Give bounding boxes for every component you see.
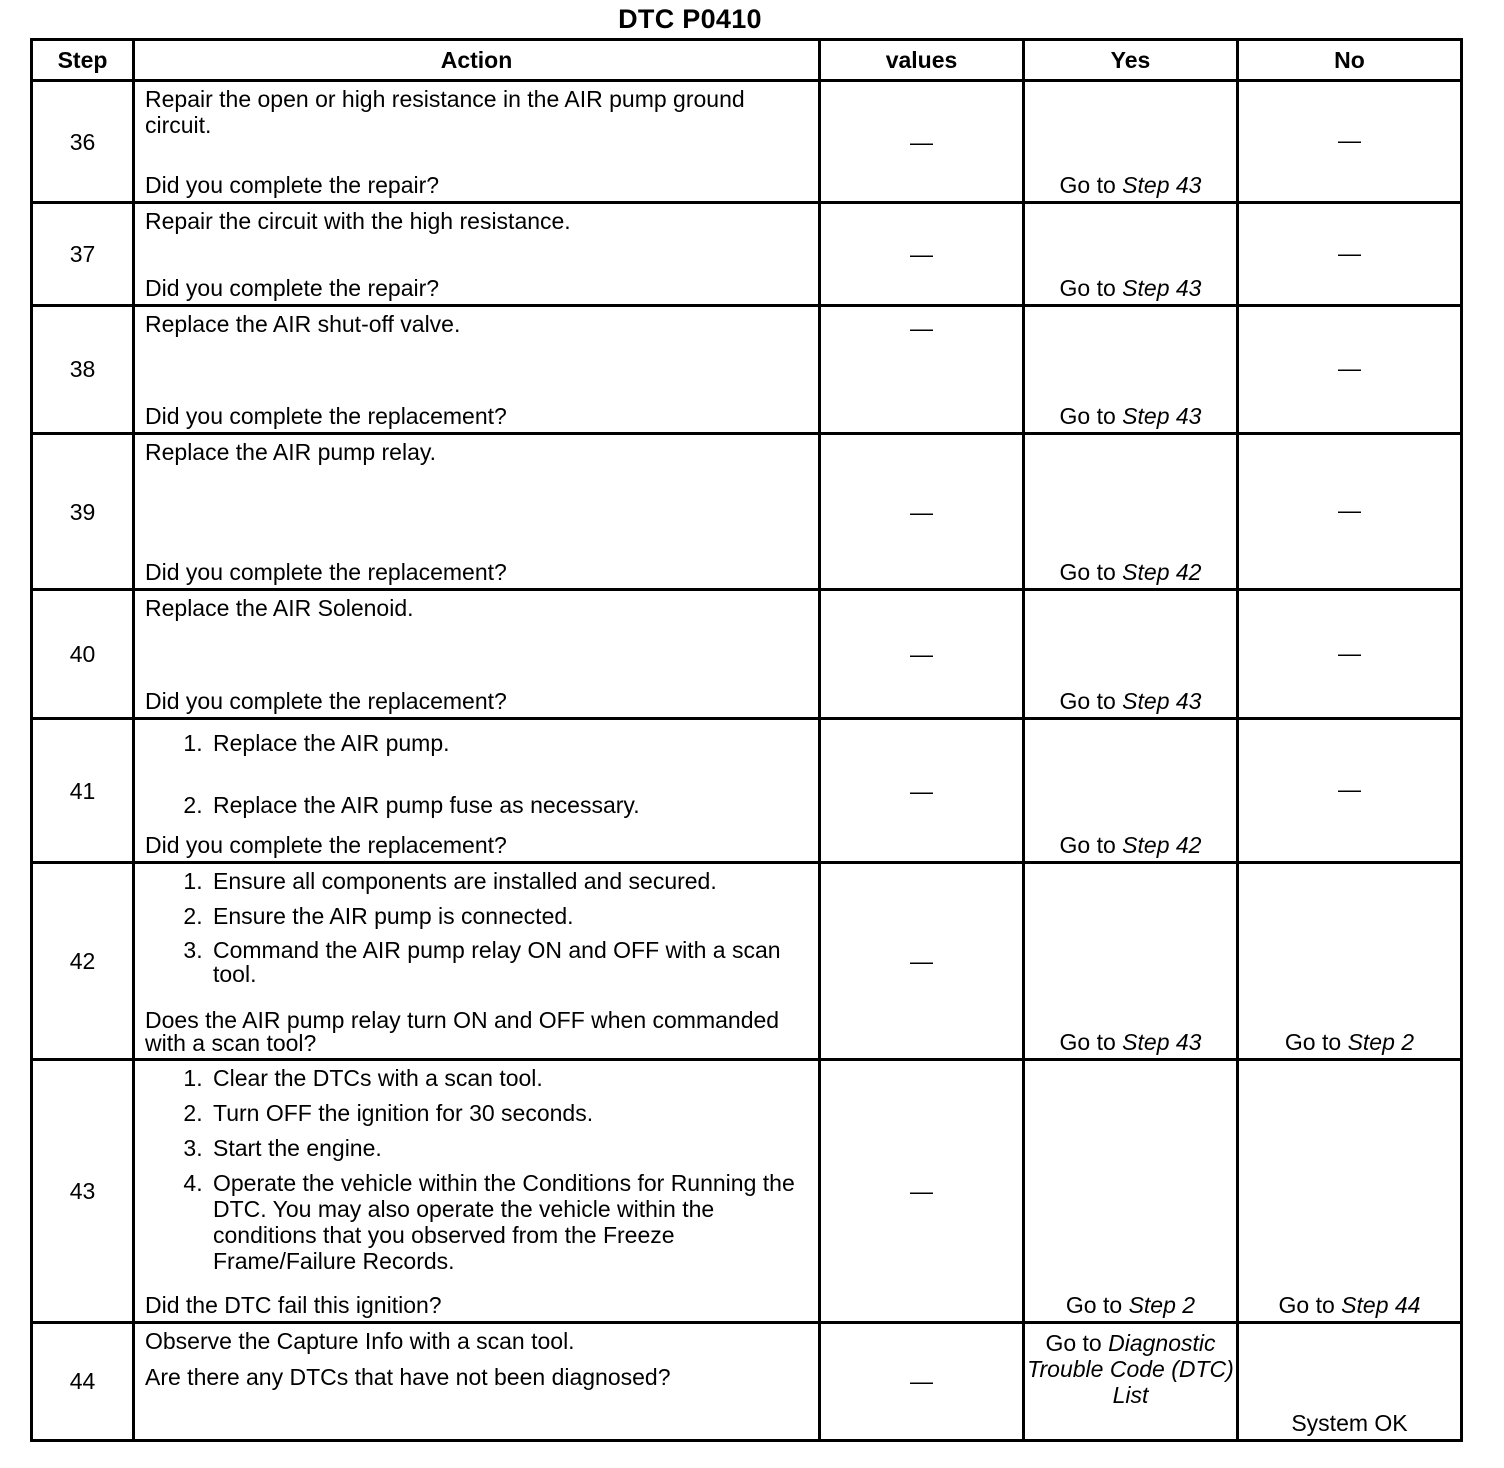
- yes-step-link[interactable]: Step 2: [1128, 1291, 1196, 1318]
- yes-prefix: Go to: [1045, 1329, 1109, 1356]
- table-row: [32, 863, 1462, 1060]
- no-cell: —: [1238, 305, 1462, 433]
- yes-step-link[interactable]: Step 43: [1122, 172, 1202, 199]
- action-cell: [134, 590, 820, 718]
- value-cell: —: [820, 863, 1024, 1060]
- question-text: Does the AIR pump relay turn ON and OFF when commanded with a scan tool?: [145, 1006, 780, 1056]
- action-text: Replace the AIR Solenoid.: [145, 595, 414, 622]
- header-values: values: [820, 40, 1024, 81]
- no-cell: —: [1238, 718, 1462, 862]
- action-list: [145, 730, 810, 818]
- list-item: 1. Clear the DTCs with a scan tool.: [209, 1065, 810, 1091]
- yes-prefix: Go to: [1059, 832, 1123, 859]
- table-row: [32, 590, 1462, 718]
- action-cell: [134, 203, 820, 305]
- list-item: 4. Operate the vehicle within the Conditions for Running the DTC. You may also operate the vehicle within the conditions that you observed from the Freeze Frame/Failure Records.: [209, 1170, 810, 1274]
- step-number: 39: [32, 434, 134, 590]
- yes-cell: [1024, 81, 1238, 203]
- step-number: 37: [32, 203, 134, 305]
- header-step: Step: [32, 40, 134, 81]
- yes-step-link[interactable]: Step 42: [1122, 832, 1202, 859]
- step-number: 41: [32, 718, 134, 862]
- step-number: 42: [32, 863, 134, 1060]
- no-cell: —: [1238, 590, 1462, 718]
- yes-prefix: Go to: [1065, 1291, 1129, 1318]
- value-cell: —: [820, 305, 1024, 433]
- no-cell: System OK: [1238, 1322, 1462, 1440]
- value-cell: —: [820, 718, 1024, 862]
- table-row: [32, 718, 1462, 862]
- list-item: 3. Start the engine.: [209, 1135, 810, 1161]
- header-no: No: [1238, 40, 1462, 81]
- yes-prefix: Go to: [1059, 1028, 1123, 1055]
- question-text: Did you complete the replacement?: [145, 559, 507, 586]
- action-cell: [134, 863, 820, 1060]
- step-number: 36: [32, 81, 134, 203]
- no-cell: [1238, 1059, 1462, 1322]
- yes-step-link[interactable]: Step 42: [1122, 559, 1202, 586]
- yes-cell: [1024, 305, 1238, 433]
- step-number: 38: [32, 305, 134, 433]
- yes-step-link[interactable]: Step 43: [1122, 403, 1202, 430]
- step-number: 44: [32, 1322, 134, 1440]
- header-yes: Yes: [1024, 40, 1238, 81]
- list-item: 2. Ensure the AIR pump is connected.: [209, 903, 810, 929]
- table-row: [32, 305, 1462, 433]
- header-row: [32, 40, 1462, 81]
- action-list: [145, 1065, 810, 1274]
- question-text: Did you complete the replacement?: [145, 403, 507, 430]
- action-text: Repair the open or high resistance in the AIR pump ground circuit.: [145, 86, 745, 138]
- yes-step-link[interactable]: Step 43: [1122, 687, 1202, 714]
- step-number: 43: [32, 1059, 134, 1322]
- yes-prefix: Go to: [1059, 687, 1123, 714]
- no-cell: [1238, 863, 1462, 1060]
- action-cell: [134, 81, 820, 203]
- action-cell: [134, 718, 820, 862]
- yes-step-link[interactable]: Step 43: [1122, 274, 1202, 301]
- list-item: 2. Replace the AIR pump fuse as necessary.: [209, 792, 810, 818]
- no-step-link[interactable]: Step 2: [1347, 1028, 1415, 1055]
- action-text: Replace the AIR pump relay.: [145, 439, 437, 466]
- action-cell: [134, 1059, 820, 1322]
- value-cell: —: [820, 434, 1024, 590]
- question-text: Did you complete the replacement?: [145, 832, 507, 859]
- yes-prefix: Go to: [1059, 403, 1123, 430]
- diagnostic-table: [30, 38, 1463, 1442]
- yes-step-link[interactable]: Step 43: [1122, 1028, 1202, 1055]
- table-row: [32, 81, 1462, 203]
- question-text: Did you complete the repair?: [145, 274, 440, 301]
- no-prefix: Go to: [1278, 1291, 1342, 1318]
- yes-prefix: Go to: [1059, 172, 1123, 199]
- value-cell: —: [820, 1059, 1024, 1322]
- question-text: Are there any DTCs that have not been diagnosed?: [145, 1363, 671, 1390]
- step-number: 40: [32, 590, 134, 718]
- action-text: Observe the Capture Info with a scan tool.: [145, 1327, 575, 1354]
- no-cell: —: [1238, 434, 1462, 590]
- action-cell: [134, 1322, 820, 1440]
- value-cell: —: [820, 203, 1024, 305]
- table-row: [32, 1322, 1462, 1440]
- yes-cell: [1024, 1322, 1238, 1440]
- action-cell: [134, 434, 820, 590]
- table-row: [32, 434, 1462, 590]
- header-action: Action: [134, 40, 820, 81]
- table-row: [32, 203, 1462, 305]
- yes-cell: [1024, 863, 1238, 1060]
- no-cell: —: [1238, 203, 1462, 305]
- table-row: [32, 1059, 1462, 1322]
- yes-cell: [1024, 203, 1238, 305]
- no-cell: —: [1238, 81, 1462, 203]
- action-text: Replace the AIR shut-off valve.: [145, 310, 461, 337]
- page-title: DTC P0410: [618, 4, 762, 34]
- action-list: [145, 868, 810, 986]
- yes-cell: [1024, 1059, 1238, 1322]
- yes-cell: [1024, 590, 1238, 718]
- question-text: Did you complete the replacement?: [145, 687, 507, 714]
- value-cell: —: [820, 81, 1024, 203]
- list-item: 2. Turn OFF the ignition for 30 seconds.: [209, 1100, 810, 1126]
- yes-cell: [1024, 718, 1238, 862]
- yes-cell: [1024, 434, 1238, 590]
- list-item: 1. Replace the AIR pump.: [209, 730, 810, 756]
- question-text: Did the DTC fail this ignition?: [145, 1291, 442, 1318]
- action-cell: [134, 305, 820, 433]
- value-cell: —: [820, 590, 1024, 718]
- no-prefix: Go to: [1284, 1028, 1348, 1055]
- question-text: Did you complete the repair?: [145, 172, 440, 199]
- value-cell: —: [820, 1322, 1024, 1440]
- yes-prefix: Go to: [1059, 559, 1123, 586]
- list-item: 3. Command the AIR pump relay ON and OFF with a scan tool.: [209, 938, 810, 986]
- no-step-link[interactable]: Step 44: [1341, 1291, 1421, 1318]
- yes-prefix: Go to: [1059, 274, 1123, 301]
- list-item: 1. Ensure all components are installed and secured.: [209, 868, 810, 894]
- yes-dtc-list-link[interactable]: Diagnostic Trouble Code (DTC) List: [1027, 1329, 1234, 1408]
- action-text: Repair the circuit with the high resistance.: [145, 208, 571, 235]
